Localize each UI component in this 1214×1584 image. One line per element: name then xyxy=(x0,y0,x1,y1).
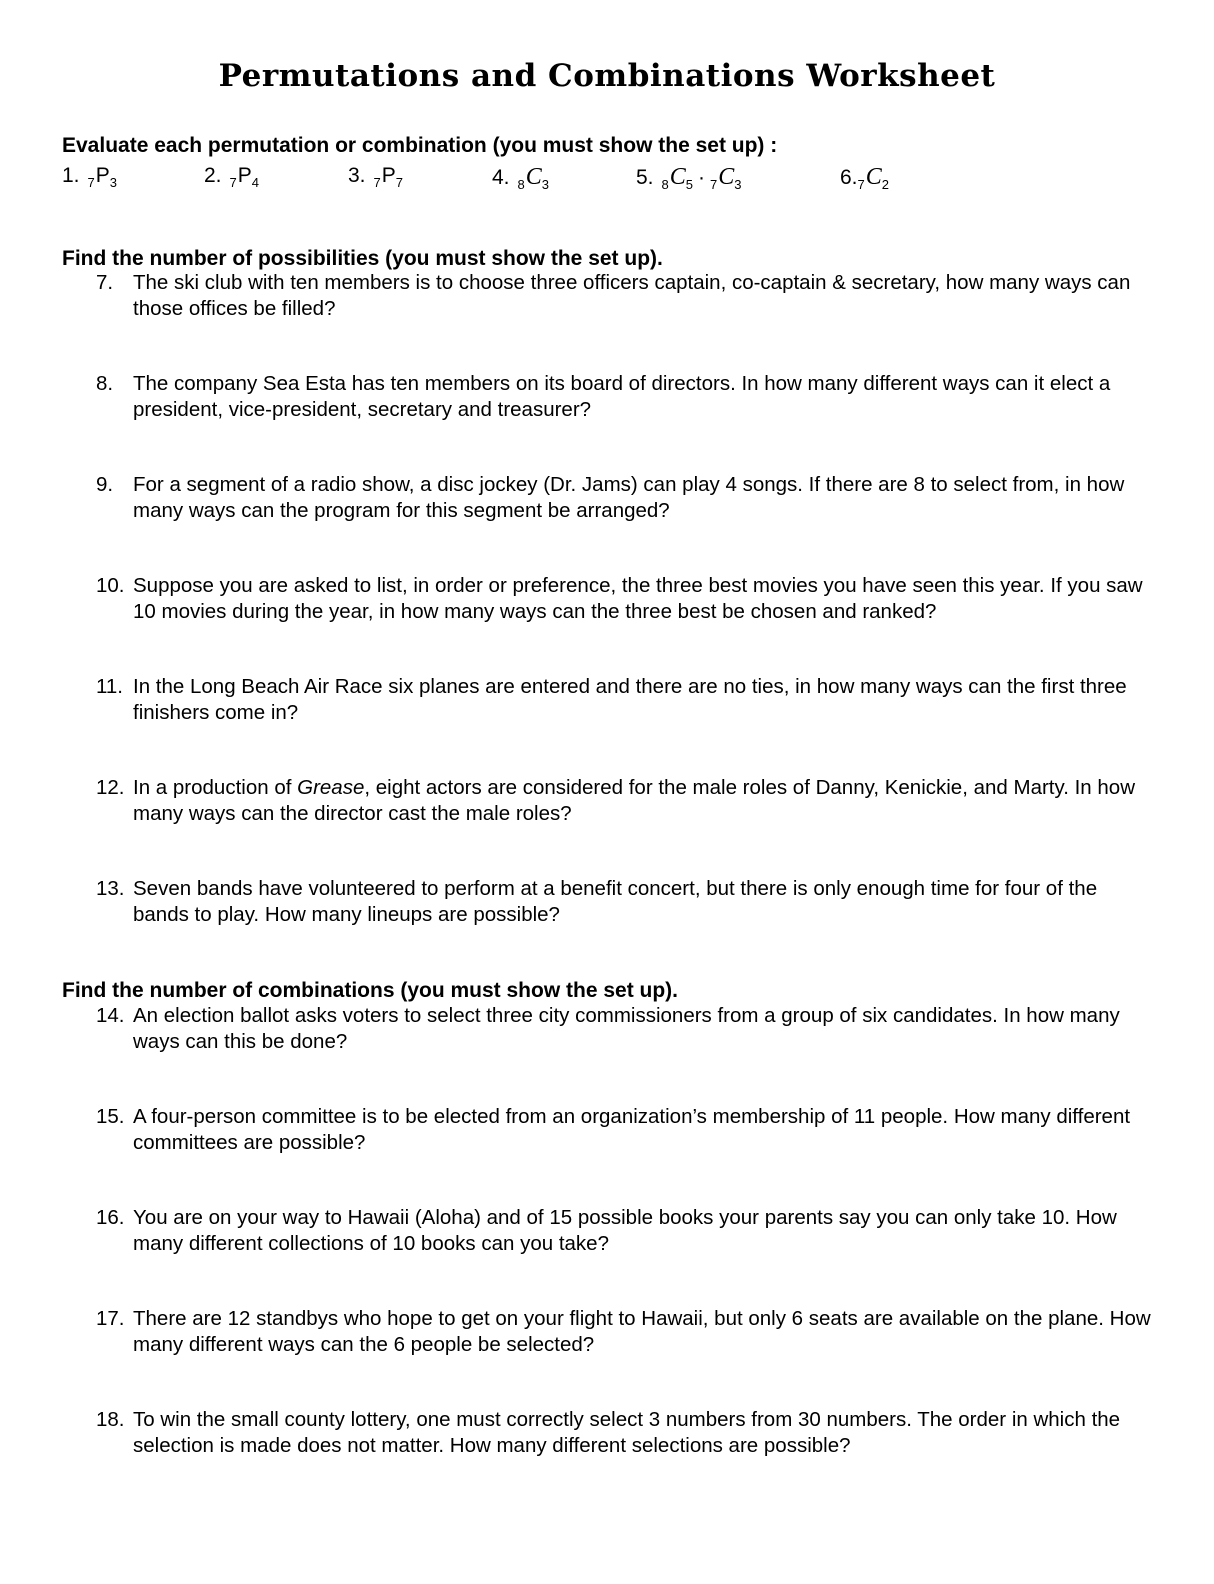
eval-item-6: $6._7C_2$ xyxy=(840,164,889,192)
evaluate-items-row xyxy=(62,164,1162,198)
problem-7: 7. The ski club with ten members is to choose three officers captain, co-captain & secretary, how many ways can those offices be filled? xyxy=(96,271,1131,320)
problem-16: 16. You are on your way to Hawaii (Aloha) and of 15 possible books your parents say you can only take 10. How many different collections of 10 books can you take? xyxy=(96,1206,1117,1255)
problem-11: 11. In the Long Beach Air Race six planes are entered and there are no ties, in how many ways can the first three finishers come in? xyxy=(96,675,1127,724)
section-heading-evaluate: Evaluate each permutation or combination (you must show the set up) : xyxy=(62,134,778,157)
section-heading-combinations: Find the number of combinations (you must show the set up). xyxy=(62,979,679,1002)
eval-item-4: 4. $_8C_3$ xyxy=(492,164,549,192)
eval-item-3: 3. $_7P_7$ xyxy=(348,164,403,190)
eval-item-2: 2. $_7P_4$ xyxy=(204,164,259,190)
problem-13: 13. Seven bands have volunteered to perform at a benefit concert, but there is only enough time for four of the bands to play. How many lineups are possible? xyxy=(96,877,1098,926)
play-title: Grease xyxy=(297,776,365,799)
eval-item-5: 5. $_8C_5 \cdot _7C_3$ xyxy=(636,164,742,192)
problem-10: 10. Suppose you are asked to list, in order or preference, the three best movies you have seen this year. If you saw 10 movies during the year, in how many ways can the three best be chosen and ranked? xyxy=(96,574,1143,623)
problem-8: 8. The company Sea Esta has ten members on its board of directors. In how many different ways can it elect a president, vice-president, secretary and treasurer? xyxy=(96,372,1111,421)
problem-14: 14. An election ballot asks voters to select three city commissioners from a group of six candidates. In how many ways can this be done? xyxy=(96,1004,1120,1053)
problem-18: 18. To win the small county lottery, one must correctly select 3 numbers from 30 numbers. The order in which the selection is made does not matter. How many different selections are possible? xyxy=(96,1408,1121,1457)
problem-12: 12. In a production of Grease, eight actors are considered for the male roles of Danny, Kenickie, and Marty. In how many ways can the director cast the male roles? xyxy=(96,776,1136,825)
eval-item-1: 1. $_7P_3$ xyxy=(62,164,117,190)
problem-9: 9. For a segment of a radio show, a disc jockey (Dr. Jams) can play 4 songs. If there are 8 to select from, in how many ways can the program for this segment be arranged? xyxy=(96,473,1125,522)
problem-17: 17. There are 12 standbys who hope to get on your flight to Hawaii, but only 6 seats are available on the plane. How many different ways can the 6 people be selected? xyxy=(96,1307,1151,1356)
worksheet-title: Permutations and Combinations Worksheet xyxy=(218,58,996,94)
section-heading-possibilities: Find the number of possibilities (you must show the set up). xyxy=(62,247,663,270)
problem-15: 15. A four-person committee is to be elected from an organization’s membership of 11 people. How many different committees are possible? xyxy=(96,1105,1131,1154)
